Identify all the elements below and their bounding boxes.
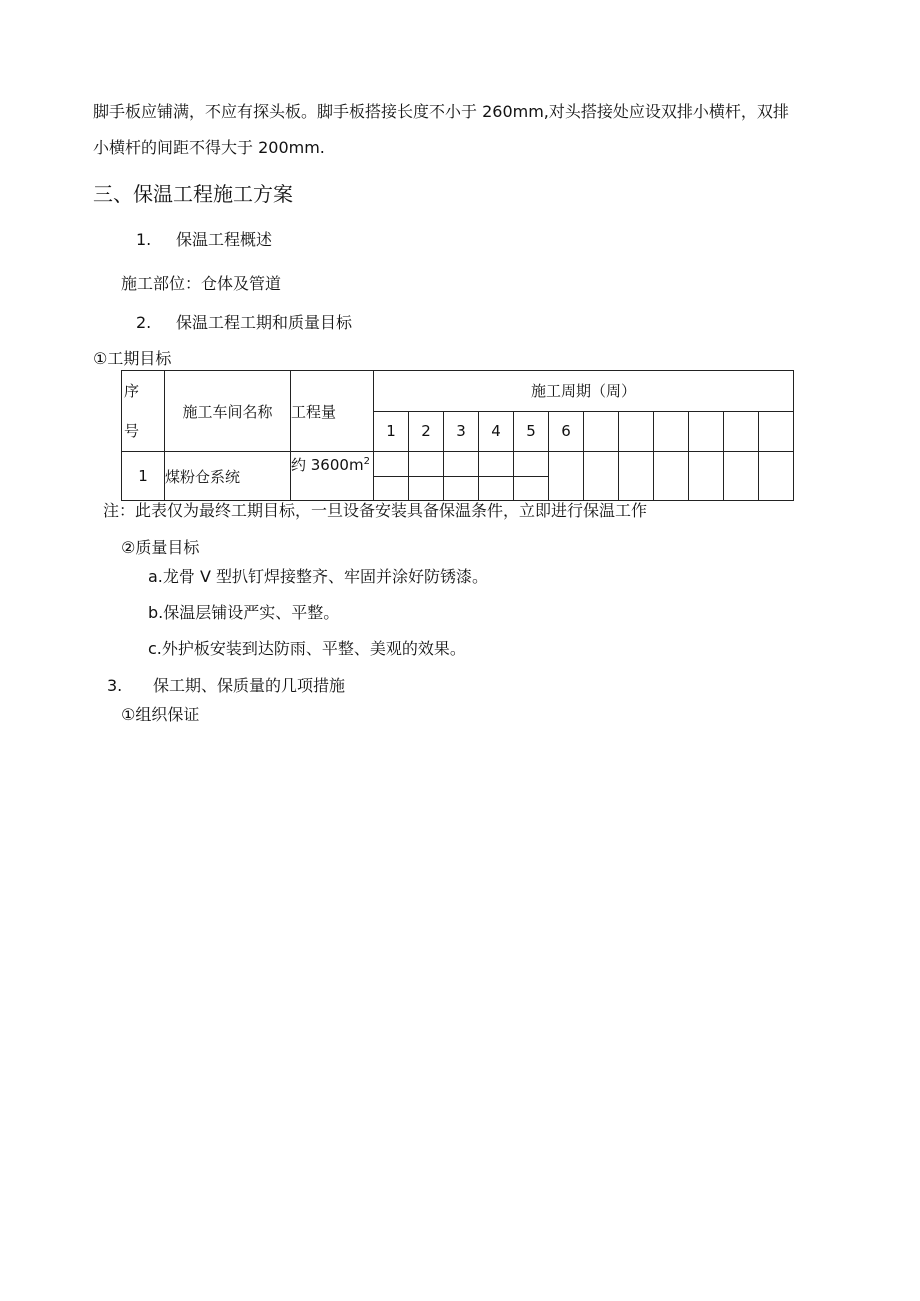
- item-2-title: 保温工程工期和质量目标: [176, 313, 353, 332]
- schedule-cell: [759, 452, 794, 501]
- schedule-cell: [374, 452, 409, 477]
- week-empty: [724, 411, 759, 452]
- schedule-cell: [374, 477, 409, 501]
- quality-item-c: c.外护板安装到达防雨、平整、美观的效果。: [148, 639, 466, 658]
- quality-item-a: a.龙骨 V 型扒钉焊接整齐、牢固并涂好防锈漆。: [148, 567, 489, 586]
- header-period: 施工周期（周）: [374, 371, 794, 412]
- schedule-cell: [514, 452, 549, 477]
- schedule-cell: [724, 452, 759, 501]
- week-1: 1: [374, 411, 409, 452]
- week-2: 2: [409, 411, 444, 452]
- schedule-cell: [514, 477, 549, 501]
- week-empty: [619, 411, 654, 452]
- item-3-number: 3.: [107, 676, 123, 695]
- schedule-cell: [409, 452, 444, 477]
- week-4: 4: [479, 411, 514, 452]
- week-empty: [584, 411, 619, 452]
- paragraph-line-1: 脚手板应铺满，不应有探头板。脚手板搭接长度不小于 260mm,对头搭接处应设双排小横杆，双排: [93, 102, 789, 121]
- schedule-cell: [444, 452, 479, 477]
- item-2-heading: [136, 312, 352, 334]
- schedule-cell: [654, 452, 689, 501]
- header-seq-line-2: 号: [124, 422, 140, 440]
- week-6: 6: [549, 411, 584, 452]
- quality-goal-label: ②质量目标: [121, 538, 200, 557]
- organization-label: ①组织保证: [121, 705, 200, 724]
- construction-site: 施工部位：仓体及管道: [121, 274, 282, 293]
- week-empty: [759, 411, 794, 452]
- week-3: 3: [444, 411, 479, 452]
- section-heading: 三、保温工程施工方案: [93, 182, 293, 206]
- header-seq-line-1: 序: [124, 382, 140, 400]
- schedule-cell: [444, 477, 479, 501]
- schedule-cell: [409, 477, 444, 501]
- item-2-number: 2.: [136, 313, 152, 332]
- schedule-cell: [479, 452, 514, 477]
- schedule-cell: [479, 477, 514, 501]
- row-quantity-superscript: 2: [363, 456, 370, 467]
- item-1-number: 1.: [136, 230, 152, 249]
- table-note: 注：此表仅为最终工期目标，一旦设备安装具备保温条件，立即进行保温工作: [103, 501, 648, 520]
- schedule-cell: [689, 452, 724, 501]
- week-empty: [654, 411, 689, 452]
- row-workshop: 煤粉仓系统: [165, 452, 291, 501]
- header-workshop: 施工车间名称: [165, 371, 291, 452]
- row-quantity: [291, 452, 374, 501]
- schedule-cell: [619, 452, 654, 501]
- item-1-heading: [136, 229, 272, 251]
- quality-item-b: b.保温层铺设严实、平整。: [148, 603, 340, 622]
- schedule-cell: [549, 452, 584, 501]
- week-empty: [689, 411, 724, 452]
- row-quantity-value: 约 3600m: [291, 456, 364, 474]
- header-seq: [122, 371, 165, 452]
- schedule-table: [121, 370, 794, 501]
- paragraph-line-2: 小横杆的间距不得大于 200mm.: [93, 138, 325, 157]
- schedule-goal-label: ①工期目标: [93, 349, 172, 368]
- week-5: 5: [514, 411, 549, 452]
- schedule-cell: [584, 452, 619, 501]
- item-3-heading: [107, 675, 345, 697]
- item-1-title: 保温工程概述: [176, 230, 273, 249]
- header-quantity: 工程量: [291, 371, 374, 452]
- item-3-title: 保工期、保质量的几项措施: [153, 676, 346, 695]
- row-seq: 1: [122, 452, 165, 501]
